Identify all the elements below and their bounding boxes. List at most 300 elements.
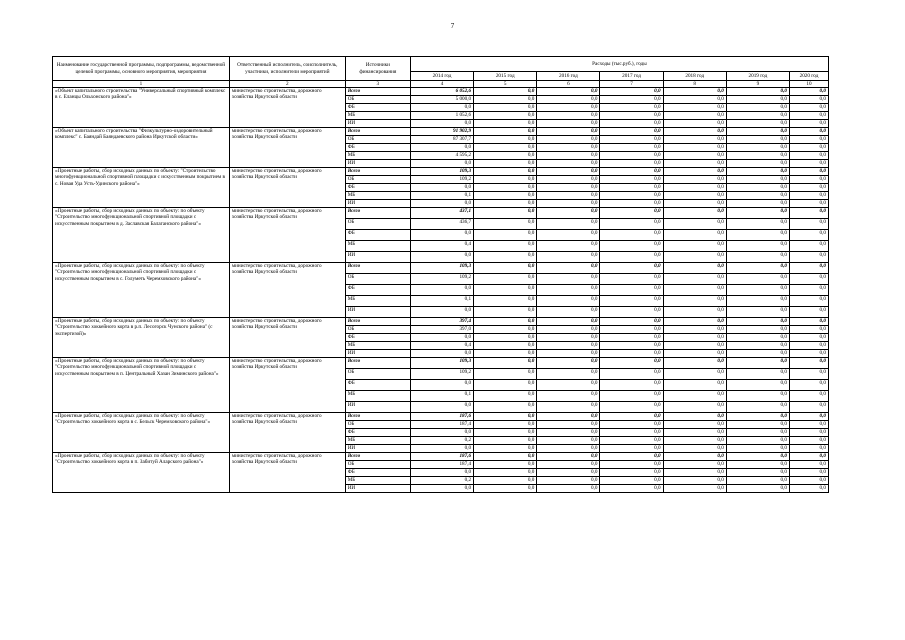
value-cell: 0,0	[726, 485, 789, 493]
table-row	[53, 318, 829, 326]
executor-cell: министерство строительства, дорожного хозяйства Иркутской области	[229, 208, 345, 263]
value-cell: 0,0	[789, 112, 828, 120]
value-cell: 0,0	[537, 88, 600, 96]
header-year: 2018 год	[663, 72, 726, 81]
value-cell: 0,0	[789, 369, 828, 380]
table-row	[53, 208, 829, 219]
value-cell: 0,0	[663, 176, 726, 184]
value-cell: 0,0	[410, 160, 473, 168]
value-cell: 0,0	[663, 219, 726, 230]
value-cell: 0,0	[726, 402, 789, 413]
value-cell: 0,0	[663, 152, 726, 160]
value-cell: 0,0	[410, 120, 473, 128]
program-name-cell: «Объект капитального строительства "Универсальный спортивный комплекс в с. Еланцы Ольхонского района"»	[53, 88, 230, 128]
value-cell: 0,0	[726, 318, 789, 326]
value-cell: 0,0	[410, 252, 473, 263]
value-cell: 0,0	[663, 402, 726, 413]
value-cell: 0,0	[537, 326, 600, 334]
value-cell: 0,0	[789, 307, 828, 318]
value-cell: 0,0	[600, 184, 663, 192]
funding-source-cell: МБ	[345, 437, 410, 445]
value-cell: 187,6	[410, 413, 473, 421]
value-cell: 0,0	[726, 152, 789, 160]
column-number: 4	[410, 81, 473, 88]
value-cell: 0,0	[726, 380, 789, 391]
value-cell: 0,4	[410, 342, 473, 350]
value-cell: 0,0	[537, 453, 600, 461]
value-cell: 0,0	[663, 230, 726, 241]
value-cell: 0,0	[537, 120, 600, 128]
value-cell: 0,0	[537, 485, 600, 493]
header-executor: Ответственный исполнитель, соисполнитель, участники, исполнители мероприятий	[229, 57, 345, 81]
funding-source-cell: Всего	[345, 358, 410, 369]
value-cell: 0,0	[474, 391, 537, 402]
value-cell: 0,0	[537, 219, 600, 230]
table-row	[53, 263, 829, 274]
value-cell: 0,0	[537, 184, 600, 192]
funding-source-cell: МБ	[345, 112, 410, 120]
header-expenses: Расходы (тыс.руб.), годы	[410, 57, 828, 72]
value-cell: 0,0	[474, 326, 537, 334]
value-cell: 0,1	[410, 296, 473, 307]
value-cell: 0,0	[537, 128, 600, 136]
value-cell: 0,0	[474, 318, 537, 326]
value-cell: 0,0	[726, 453, 789, 461]
value-cell: 0,0	[600, 445, 663, 453]
value-cell: 0,0	[600, 88, 663, 96]
value-cell: 0,0	[410, 402, 473, 413]
value-cell: 0,0	[663, 391, 726, 402]
value-cell: 0,0	[789, 485, 828, 493]
column-number: 5	[474, 81, 537, 88]
value-cell: 0,0	[537, 263, 600, 274]
column-number: 6	[537, 81, 600, 88]
value-cell: 0,0	[600, 128, 663, 136]
value-cell: 0,0	[789, 350, 828, 358]
value-cell: 0,0	[600, 380, 663, 391]
value-cell: 0,0	[474, 350, 537, 358]
value-cell: 0,0	[600, 296, 663, 307]
executor-cell: министерство строительства, дорожного хозяйства Иркутской области	[229, 168, 345, 208]
value-cell: 0,0	[600, 369, 663, 380]
value-cell: 0,0	[789, 192, 828, 200]
value-cell: 0,0	[474, 429, 537, 437]
value-cell: 0,0	[789, 334, 828, 342]
funding-source-cell: Всего	[345, 128, 410, 136]
value-cell: 0,0	[600, 453, 663, 461]
value-cell: 0,0	[474, 219, 537, 230]
value-cell: 0,0	[474, 192, 537, 200]
value-cell: 0,0	[663, 112, 726, 120]
funding-source-cell: ИИ	[345, 252, 410, 263]
value-cell: 0,0	[600, 160, 663, 168]
value-cell: 0,0	[789, 144, 828, 152]
value-cell: 0,0	[537, 413, 600, 421]
value-cell: 0,0	[537, 176, 600, 184]
value-cell: 0,0	[726, 168, 789, 176]
value-cell: 0,0	[600, 318, 663, 326]
value-cell: 0,0	[789, 168, 828, 176]
value-cell: 0,0	[600, 391, 663, 402]
value-cell: 0,0	[474, 144, 537, 152]
value-cell: 0,0	[474, 176, 537, 184]
executor-cell: министерство строительства, дорожного хозяйства Иркутской области	[229, 263, 345, 318]
value-cell: 0,0	[600, 307, 663, 318]
value-cell: 109,3	[410, 358, 473, 369]
value-cell: 0,0	[663, 208, 726, 219]
value-cell: 0,0	[663, 421, 726, 429]
value-cell: 0,0	[663, 437, 726, 445]
value-cell: 0,0	[663, 318, 726, 326]
value-cell: 0,0	[726, 263, 789, 274]
value-cell: 0,0	[474, 160, 537, 168]
value-cell: 0,0	[410, 334, 473, 342]
value-cell: 0,0	[474, 453, 537, 461]
value-cell: 0,0	[663, 445, 726, 453]
value-cell: 0,0	[537, 241, 600, 252]
value-cell: 436,7	[410, 219, 473, 230]
value-cell: 87 307,7	[410, 136, 473, 144]
value-cell: 0,0	[410, 429, 473, 437]
value-cell: 0,0	[600, 152, 663, 160]
value-cell: 0,0	[789, 120, 828, 128]
value-cell: 0,0	[537, 318, 600, 326]
value-cell: 0,0	[789, 461, 828, 469]
value-cell: 0,0	[537, 380, 600, 391]
value-cell: 0,0	[474, 402, 537, 413]
value-cell: 0,0	[726, 192, 789, 200]
value-cell: 0,0	[789, 96, 828, 104]
value-cell: 0,0	[474, 485, 537, 493]
value-cell: 0,0	[663, 241, 726, 252]
value-cell: 109,3	[410, 263, 473, 274]
funding-source-cell: Всего	[345, 263, 410, 274]
funding-source-cell: Всего	[345, 318, 410, 326]
program-name-cell: «Проектные работы, сбор исходных данных по объекту: по объекту "Строительство хоккейного корта в р.п. Лесогорск Чунского района" (с экспертизой)»	[53, 318, 230, 358]
funding-source-cell: ОБ	[345, 369, 410, 380]
value-cell: 0,0	[600, 241, 663, 252]
value-cell: 0,0	[726, 274, 789, 285]
value-cell: 0,0	[537, 112, 600, 120]
executor-cell: министерство строительства, дорожного хозяйства Иркутской области	[229, 88, 345, 128]
value-cell: 0,0	[663, 252, 726, 263]
program-name-cell: «Объект капитального строительства "Физкультурно-оздоровительный комплекс" с. Баяндай Баяндаевского района Иркутской области»	[53, 128, 230, 168]
value-cell: 0,0	[537, 358, 600, 369]
value-cell: 0,0	[663, 274, 726, 285]
value-cell: 0,0	[726, 219, 789, 230]
header-year: 2017 год	[600, 72, 663, 81]
value-cell: 0,0	[789, 263, 828, 274]
value-cell: 0,0	[600, 252, 663, 263]
table-row	[53, 128, 829, 136]
value-cell: 0,0	[789, 477, 828, 485]
value-cell: 0,0	[789, 136, 828, 144]
value-cell: 0,0	[726, 160, 789, 168]
funding-source-cell: ОБ	[345, 176, 410, 184]
value-cell: 0,0	[474, 168, 537, 176]
value-cell: 0,0	[410, 200, 473, 208]
funding-source-cell: ОБ	[345, 326, 410, 334]
value-cell: 0,0	[726, 285, 789, 296]
value-cell: 0,0	[726, 176, 789, 184]
value-cell: 109,2	[410, 274, 473, 285]
value-cell: 0,0	[600, 144, 663, 152]
funding-source-cell: МБ	[345, 391, 410, 402]
value-cell: 0,0	[663, 96, 726, 104]
value-cell: 0,0	[600, 219, 663, 230]
value-cell: 0,0	[537, 296, 600, 307]
funding-source-cell: МБ	[345, 296, 410, 307]
executor-cell: министерство строительства, дорожного хозяйства Иркутской области	[229, 358, 345, 413]
column-number: 10	[789, 81, 828, 88]
value-cell: 0,2	[410, 477, 473, 485]
value-cell: 0,0	[789, 252, 828, 263]
value-cell: 0,0	[537, 421, 600, 429]
value-cell: 0,0	[663, 413, 726, 421]
column-number: 7	[600, 81, 663, 88]
value-cell: 0,0	[600, 350, 663, 358]
value-cell: 0,0	[474, 369, 537, 380]
funding-source-cell: Всего	[345, 208, 410, 219]
value-cell: 0,0	[537, 230, 600, 241]
funding-source-cell: ФБ	[345, 230, 410, 241]
value-cell: 0,0	[789, 429, 828, 437]
value-cell: 0,0	[726, 136, 789, 144]
value-cell: 0,0	[789, 296, 828, 307]
value-cell: 0,0	[726, 104, 789, 112]
value-cell: 0,0	[537, 285, 600, 296]
value-cell: 0,0	[726, 184, 789, 192]
value-cell: 0,0	[726, 413, 789, 421]
value-cell: 0,0	[600, 437, 663, 445]
value-cell: 0,0	[663, 88, 726, 96]
value-cell: 0,0	[537, 168, 600, 176]
funding-source-cell: ФБ	[345, 144, 410, 152]
funding-source-cell: ФБ	[345, 184, 410, 192]
value-cell: 0,0	[410, 307, 473, 318]
value-cell: 0,0	[474, 445, 537, 453]
value-cell: 0,0	[789, 176, 828, 184]
header-program-name: Наименование государственной программы, подпрограммы, ведомственной целевой программы, основного мероприятия, мероприятия	[53, 57, 230, 81]
value-cell: 0,0	[410, 144, 473, 152]
funding-source-cell: ИИ	[345, 160, 410, 168]
value-cell: 0,0	[474, 263, 537, 274]
value-cell: 0,0	[537, 208, 600, 219]
funding-source-cell: ОБ	[345, 274, 410, 285]
value-cell: 0,0	[537, 477, 600, 485]
value-cell: 0,0	[537, 461, 600, 469]
value-cell: 0,0	[537, 307, 600, 318]
value-cell: 0,0	[474, 334, 537, 342]
value-cell: 0,0	[474, 307, 537, 318]
funding-source-cell: ФБ	[345, 429, 410, 437]
funding-source-cell: ОБ	[345, 421, 410, 429]
value-cell: 0,0	[663, 369, 726, 380]
value-cell: 0,0	[726, 369, 789, 380]
value-cell: 0,0	[474, 252, 537, 263]
value-cell: 0,0	[726, 252, 789, 263]
funding-source-cell: МБ	[345, 192, 410, 200]
value-cell: 0,0	[474, 104, 537, 112]
funding-source-cell: МБ	[345, 241, 410, 252]
value-cell: 0,0	[663, 120, 726, 128]
value-cell: 0,0	[663, 136, 726, 144]
funding-source-cell: МБ	[345, 342, 410, 350]
value-cell: 0,0	[537, 96, 600, 104]
program-name-cell: «Проектные работы, сбор исходных данных по объекту: по объекту "Строительство многофункциональной спортивной площадки с искусственным покрытием в с. Голуметь Черемховского района"»	[53, 263, 230, 318]
value-cell: 0,0	[663, 429, 726, 437]
header-funding-source: Источники финансирования	[345, 57, 410, 81]
funding-source-cell: ИИ	[345, 402, 410, 413]
funding-source-cell: ОБ	[345, 219, 410, 230]
value-cell: 0,0	[474, 274, 537, 285]
value-cell: 187,6	[410, 453, 473, 461]
value-cell: 0,0	[537, 350, 600, 358]
value-cell: 397,0	[410, 326, 473, 334]
value-cell: 0,0	[600, 461, 663, 469]
value-cell: 0,0	[663, 285, 726, 296]
value-cell: 0,0	[726, 469, 789, 477]
value-cell: 0,1	[410, 391, 473, 402]
funding-source-cell: МБ	[345, 152, 410, 160]
value-cell: 0,0	[600, 477, 663, 485]
value-cell: 0,0	[789, 391, 828, 402]
value-cell: 0,0	[474, 477, 537, 485]
value-cell: 0,0	[600, 96, 663, 104]
header-year: 2016 год	[537, 72, 600, 81]
value-cell: 0,0	[410, 230, 473, 241]
funding-source-cell: Всего	[345, 453, 410, 461]
value-cell: 187,4	[410, 461, 473, 469]
program-name-cell: «Проектные работы, сбор исходных данных по объекту: по объекту "Строительство многофункциональной спортивной площадки с искусственным покрытием в д. Заславская Балаганского района"»	[53, 208, 230, 263]
funding-source-cell: ФБ	[345, 334, 410, 342]
funding-source-cell: Всего	[345, 168, 410, 176]
funding-source-cell: ИИ	[345, 445, 410, 453]
funding-source-cell: ФБ	[345, 104, 410, 112]
value-cell: 0,0	[726, 437, 789, 445]
funding-source-cell: ИИ	[345, 485, 410, 493]
value-cell: 0,0	[600, 469, 663, 477]
value-cell: 6 052,6	[410, 88, 473, 96]
value-cell: 0,0	[726, 144, 789, 152]
value-cell: 0,0	[537, 402, 600, 413]
value-cell: 0,0	[600, 358, 663, 369]
value-cell: 0,0	[474, 413, 537, 421]
value-cell: 0,0	[600, 421, 663, 429]
value-cell: 0,0	[663, 358, 726, 369]
value-cell: 0,0	[726, 477, 789, 485]
value-cell: 0,0	[789, 160, 828, 168]
funding-source-cell: ФБ	[345, 380, 410, 391]
value-cell: 0,0	[663, 453, 726, 461]
value-cell: 0,0	[600, 104, 663, 112]
value-cell: 0,0	[789, 421, 828, 429]
value-cell: 397,4	[410, 318, 473, 326]
value-cell: 0,0	[789, 230, 828, 241]
value-cell: 0,0	[789, 469, 828, 477]
funding-source-cell: МБ	[345, 477, 410, 485]
value-cell: 0,0	[789, 208, 828, 219]
value-cell: 0,0	[600, 326, 663, 334]
value-cell: 0,0	[474, 120, 537, 128]
value-cell: 0,0	[474, 200, 537, 208]
value-cell: 0,0	[537, 437, 600, 445]
value-cell: 0,0	[474, 128, 537, 136]
column-number: 9	[726, 81, 789, 88]
value-cell: 0,0	[789, 128, 828, 136]
value-cell: 0,0	[726, 326, 789, 334]
value-cell: 0,0	[600, 485, 663, 493]
value-cell: 0,0	[600, 342, 663, 350]
value-cell: 437,1	[410, 208, 473, 219]
value-cell: 0,0	[726, 461, 789, 469]
funding-source-cell: Всего	[345, 413, 410, 421]
value-cell: 0,0	[726, 391, 789, 402]
value-cell: 0,0	[474, 208, 537, 219]
value-cell: 0,0	[410, 184, 473, 192]
value-cell: 1 052,6	[410, 112, 473, 120]
value-cell: 0,0	[789, 104, 828, 112]
value-cell: 4 595,2	[410, 152, 473, 160]
value-cell: 0,0	[726, 358, 789, 369]
value-cell: 0,0	[537, 144, 600, 152]
program-name-cell: «Проектные работы, сбор исходных данных по объекту: "Строительство многофункциональной спортивной площадки с искусственным покрытием в с. Новая Уда Усть-Удинского района"»	[53, 168, 230, 208]
value-cell: 0,0	[474, 136, 537, 144]
value-cell: 0,0	[726, 445, 789, 453]
header-year: 2014 год	[410, 72, 473, 81]
funding-source-cell: ИИ	[345, 200, 410, 208]
value-cell: 0,0	[726, 128, 789, 136]
table-row	[53, 453, 829, 461]
value-cell: 0,0	[789, 152, 828, 160]
table-row	[53, 88, 829, 96]
value-cell: 0,0	[474, 437, 537, 445]
value-cell: 0,0	[410, 469, 473, 477]
funding-source-cell: ФБ	[345, 285, 410, 296]
value-cell: 0,0	[600, 263, 663, 274]
value-cell: 0,0	[789, 453, 828, 461]
value-cell: 0,0	[726, 230, 789, 241]
header-year: 2015 год	[474, 72, 537, 81]
value-cell: 0,0	[726, 421, 789, 429]
value-cell: 0,0	[789, 274, 828, 285]
value-cell: 0,0	[600, 285, 663, 296]
value-cell: 0,0	[474, 96, 537, 104]
value-cell: 0,0	[600, 413, 663, 421]
table-row	[53, 413, 829, 421]
value-cell: 0,0	[789, 445, 828, 453]
value-cell: 0,0	[789, 285, 828, 296]
value-cell: 0,0	[663, 334, 726, 342]
column-number: 8	[663, 81, 726, 88]
value-cell: 0,0	[600, 192, 663, 200]
value-cell: 0,0	[789, 219, 828, 230]
header-year: 2020 год	[789, 72, 828, 81]
program-name-cell: «Проектные работы, сбор исходных данных по объекту: по объекту "Строительство многофункциональной спортивной площадки с искусственным покрытием в п. Центральный Хазан Зиминского района"»	[53, 358, 230, 413]
value-cell: 0,0	[663, 200, 726, 208]
value-cell: 0,0	[726, 429, 789, 437]
value-cell: 0,1	[410, 192, 473, 200]
value-cell: 0,0	[726, 334, 789, 342]
value-cell: 187,4	[410, 421, 473, 429]
funding-source-cell: ОБ	[345, 96, 410, 104]
funding-source-cell: ОБ	[345, 461, 410, 469]
value-cell: 0,0	[537, 104, 600, 112]
value-cell: 0,0	[663, 485, 726, 493]
value-cell: 0,0	[537, 429, 600, 437]
value-cell: 0,0	[663, 380, 726, 391]
value-cell: 0,0	[537, 342, 600, 350]
